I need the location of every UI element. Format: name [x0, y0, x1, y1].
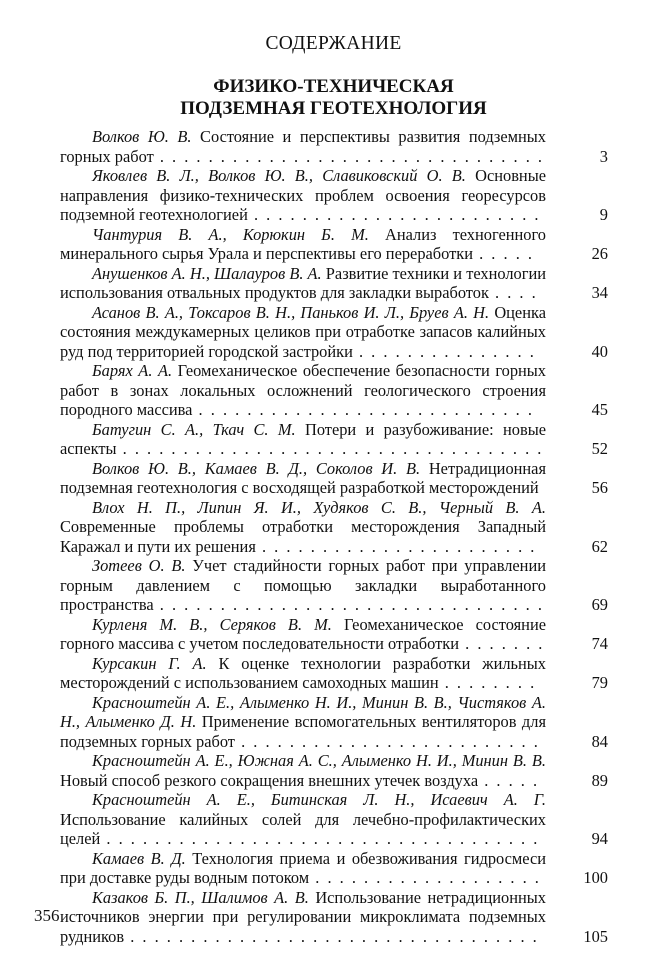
toc-entry-authors: Зотеев О. В.	[92, 556, 186, 575]
toc-entry-page: 56	[591, 478, 608, 497]
toc-entry-authors: Яковлев В. Л., Волков Ю. В., Славиковский О. В.	[92, 166, 466, 185]
toc-entry-authors: Батугин С. А., Ткач С. М.	[92, 419, 296, 439]
toc-entry-text	[60, 849, 608, 888]
toc-entry-page: 100	[583, 868, 608, 887]
toc-entry-title: Новый способ резкого сокращения внешних утечек воздуха	[60, 770, 479, 790]
dot-leader: . . . .	[488, 283, 538, 302]
toc-entry-authors: Влох Н. П., Липин Я. И., Худяков С. В., Черный В. А.	[92, 497, 546, 517]
toc-entry-page: 74	[591, 634, 608, 653]
toc-entry-text	[60, 127, 608, 166]
toc-entry-text	[60, 888, 608, 947]
toc-entry-authors: Курсакин Г. А.	[92, 653, 207, 673]
toc-entry-text	[60, 615, 608, 654]
toc-entry	[60, 264, 608, 303]
dot-leader: . . . . . . . . . . . . . . . . . . . . . . . . . . . . . . . . . .	[124, 926, 539, 946]
toc-entry	[60, 888, 608, 947]
toc-entry-text	[60, 654, 608, 693]
toc-entry-authors: Камаев В. Д.	[92, 848, 186, 868]
toc-entry	[60, 498, 608, 557]
toc-entry	[60, 225, 608, 264]
section-title-line-2: ПОДЗЕМНАЯ ГЕОТЕХНОЛОГИЯ	[180, 98, 487, 119]
toc-entry-page: 89	[591, 770, 608, 790]
toc-entry-text	[60, 693, 608, 752]
toc-entry-title: Анализ техногенного минерального сырья Урала и перспективы его переработки	[60, 224, 546, 263]
toc-entry-page: 79	[591, 673, 608, 692]
dot-leader: . . . . .	[478, 770, 540, 790]
toc-entry-text	[60, 498, 608, 557]
toc-entry-text	[60, 166, 608, 225]
dot-leader: . . . . . . . . . . . . . . . . . . . . . . . . . . . .	[192, 400, 534, 419]
contents-heading: СОДЕРЖАНИЕ	[265, 33, 402, 54]
toc-entry-page: 45	[591, 400, 608, 419]
toc-entry-text	[60, 556, 608, 615]
toc-entry-page: 26	[591, 244, 608, 263]
toc-entry-text	[60, 264, 608, 303]
section-title-line-1: ФИЗИКО-ТЕХНИЧЕСКАЯ	[213, 76, 454, 97]
dot-leader: . . . . . . . . . . . . . . . . . . . . . . . . . . . . . . . . . . . .	[100, 829, 540, 848]
toc-entry-page: 40	[591, 341, 608, 361]
toc-entry	[60, 556, 608, 615]
toc-entry-text	[60, 420, 608, 459]
dot-leader: . . . . . . .	[459, 634, 545, 653]
toc-entry-authors: Анушенков А. Н., Шалауров В. А.	[92, 263, 322, 283]
toc-entry-page: 9	[599, 205, 608, 224]
dot-leader: . . . . . . . . . . . . . . .	[352, 341, 536, 361]
toc-entry-text	[60, 751, 608, 790]
dot-leader: . . . . . . . . . . . . . . . . . . . . . . . . .	[234, 731, 540, 751]
toc-entry-title: Применение вспомогательных вентиляторов для подземных горных работ	[60, 712, 546, 751]
table-of-contents	[60, 127, 608, 946]
toc-entry-title: К оценке технологии разработки жильных месторождений с использованием самоходных машин	[60, 653, 546, 692]
toc-entry-authors: Красноштейн А. Е., Битинская Л. Н., Исаевич А. Г.	[92, 790, 546, 809]
toc-entry-title: Геомеханическое состояние горного массива с учетом последовательности отработки	[60, 614, 546, 653]
toc-entry-page: 52	[591, 439, 608, 458]
toc-entry-text	[60, 790, 608, 849]
toc-entry-authors: Курленя М. В., Серяков В. М.	[92, 614, 332, 634]
toc-entry	[60, 420, 608, 459]
toc-entry	[60, 693, 608, 752]
toc-entry-authors: Красноштейн А. Е., Алыменко Н. И., Минин В. В., Чистяков А. Н., Алыменко Д. Н.	[60, 692, 546, 731]
toc-entry	[60, 127, 608, 166]
toc-entry-title: Использование нетрадиционных источников энергии при регулировании микроклимата подземных рудников	[60, 887, 546, 946]
dot-leader: . . . . . . . . . . . . . . . . . . . . . . . .	[247, 205, 541, 224]
toc-entry-title: Оценка состояния междукамерных целиков при отработке запасов калийных руд под территорией городской застройки	[60, 302, 546, 361]
toc-entry-text	[60, 303, 608, 362]
toc-entry-title: Потери и разубоживание: новые аспекты	[60, 419, 546, 458]
toc-entry-title: Основные направления физико-технических проблем освоения георесурсов подземной геотехнологией	[60, 166, 546, 224]
toc-entry-authors: Волков Ю. В.	[92, 127, 192, 146]
toc-entry-title: Нетрадиционная подземная геотехнология с восходящей разработкой месторождений	[60, 458, 546, 497]
dot-leader: . . . . . . . . . . . . . . . . . . . . . . . . . . . . . . . .	[153, 146, 544, 166]
dot-leader: . . . . . . . . . . . . . . . . . . . . . . . . . . . . . . . .	[153, 595, 544, 614]
toc-entry-title: Использование калийных солей для лечебно-профилактических целей	[60, 809, 546, 848]
toc-entry	[60, 615, 608, 654]
page-number: 356	[34, 906, 60, 925]
dot-leader: . . . . .	[473, 244, 534, 263]
toc-entry-title: Учет стадийности горных работ при управлении горным давлением с помощью закладки выработанного пространства	[60, 556, 546, 614]
toc-entry-authors: Барях А. А.	[92, 361, 173, 380]
section-title	[0, 76, 667, 120]
toc-entry	[60, 654, 608, 693]
toc-entry-title: Технология приема и обезвоживания гидросмеси при доставке руды водным потоком	[60, 848, 546, 887]
toc-entry	[60, 751, 608, 790]
toc-entry-authors: Красноштейн А. Е., Южная А. С., Алыменко Н. И., Минин В. В.	[92, 751, 546, 770]
toc-entry-authors: Асанов В. А., Токсаров В. Н., Паньков И. Л., Бруев А. Н.	[92, 302, 490, 322]
toc-entry	[60, 849, 608, 888]
toc-entry-page: 62	[591, 536, 608, 556]
dot-leader: . . . . . . . . . . . . . . . . . . .	[309, 868, 541, 887]
toc-entry-authors: Казаков Б. П., Шалимов А. В.	[92, 887, 309, 907]
toc-entry	[60, 303, 608, 362]
toc-entry-text	[60, 225, 608, 264]
toc-entry-text	[60, 459, 608, 498]
toc-entry-authors: Чантурия В. А., Корюкин Б. М.	[92, 224, 369, 244]
dot-leader: . . . . . . . .	[438, 673, 537, 692]
dot-leader: . . . . . . . . . . . . . . . . . . . . . . . . . . . . . . . . . . .	[116, 439, 544, 458]
toc-entry	[60, 361, 608, 420]
toc-entry	[60, 459, 608, 498]
toc-entry-page: 105	[583, 926, 608, 946]
toc-entry-title: Современные проблемы отработки месторождения Западный Каражал и пути их решения	[60, 517, 546, 556]
dot-leader: . . . . . . . . . . . . . . . . . . . . . . .	[255, 536, 537, 556]
toc-entry-page: 69	[591, 595, 608, 614]
toc-entry-authors: Волков Ю. В., Камаев В. Д., Соколов И. В.	[92, 458, 421, 478]
toc-entry-page: 84	[591, 731, 608, 751]
toc-entry-title: Развитие техники и технологии использования отвальных продуктов для закладки выработок	[60, 263, 546, 302]
toc-entry	[60, 166, 608, 225]
toc-entry-page: 94	[591, 829, 608, 848]
toc-entry-title: Состояние и перспективы развития подземных горных работ	[60, 127, 546, 166]
toc-entry-title: Геомеханическое обеспечение безопасности горных работ в зонах локальных осложнений геологического строения породного массива	[60, 361, 546, 419]
toc-entry-text	[60, 361, 608, 420]
toc-entry	[60, 790, 608, 849]
toc-entry-page: 34	[591, 283, 608, 302]
toc-entry-page: 3	[599, 146, 608, 166]
